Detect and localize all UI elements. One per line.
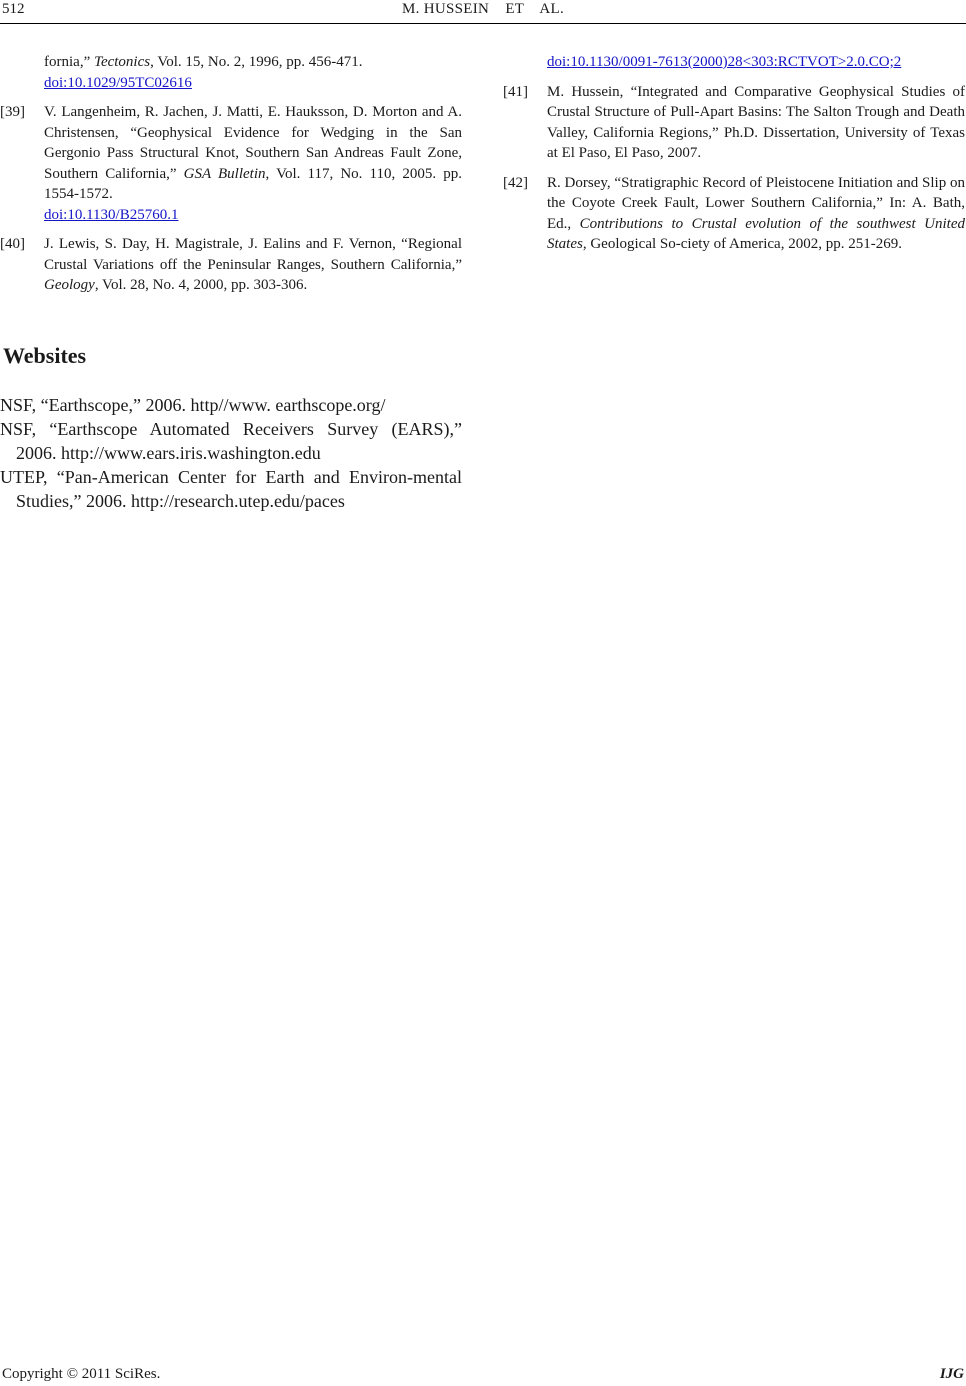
footer-copyright: Copyright © 2011 SciRes.	[2, 1366, 161, 1382]
website-item: UTEP, “Pan-American Center for Earth and Environ-mental Studies,” 2006. http://research.utep.edu/paces	[0, 467, 462, 511]
header-rule	[0, 23, 966, 24]
left-column	[0, 52, 462, 305]
websites-list	[0, 393, 462, 513]
reference-41	[503, 82, 965, 164]
book-title: Contributions to Crustal evolution of the southwest United States	[547, 215, 965, 252]
reference-40	[0, 234, 462, 296]
ref-number: [40]	[0, 236, 25, 252]
doi-link[interactable]: doi:10.1130/0091-7613(2000)28<303:RCTVOT>2.0.CO;2	[547, 54, 902, 70]
website-item: NSF, “Earthscope,” 2006. http//www. earthscope.org/	[0, 395, 386, 415]
ref-text: , Vol. 117, No. 110, 2005. pp. 1554-1572.	[44, 165, 462, 202]
ref-number: [41]	[503, 83, 528, 100]
footer-journal: IJG	[939, 1366, 964, 1382]
ref-text: V. Langenheim, R. Jachen, J. Matti, E. Hauksson, D. Morton and A. Christensen, “Geophysical Evidence for Wedging in the San Gergonio Pass Structural Knot, Southern San Andreas Fault Zone, Southern California,”	[44, 104, 462, 182]
reference-continuation	[0, 52, 462, 93]
page-number: 512	[2, 1, 25, 17]
ref-text: , Vol. 15, No. 2, 1996, pp. 456-471.	[150, 54, 363, 70]
reference-42	[503, 173, 965, 255]
reference-39	[0, 102, 462, 225]
website-item: NSF, “Earthscope Automated Receivers Survey (EARS),” 2006. http://www.ears.iris.washington.edu	[0, 419, 462, 463]
doi-link[interactable]: doi:10.1029/95TC02616	[44, 74, 192, 91]
ref-text: R. Dorsey, “Stratigraphic Record of Pleistocene Initiation and Slip on the Coyote Creek Fault, Lower Southern California,” In: A. Bath, Ed.,	[547, 174, 965, 232]
journal-title: Tectonics	[93, 54, 151, 70]
ref-text: , Geological So-ciety of America, 2002, pp. 251-269.	[582, 236, 902, 252]
reference-continuation	[503, 52, 965, 73]
running-title: M. HUSSEIN ET AL.	[401, 1, 565, 17]
ref-number: [39]	[0, 104, 25, 120]
right-column	[503, 52, 965, 264]
ref-text: J. Lewis, S. Day, H. Magistrale, J. Ealins and F. Vernon, “Regional Crustal Variations off the Peninsular Ranges, Southern California,”	[44, 236, 462, 273]
journal-title: Geology	[44, 277, 95, 293]
section-heading-websites: Websites	[3, 343, 87, 368]
journal-title: GSA Bulletin	[183, 165, 266, 182]
ref-text: , Vol. 28, No. 4, 2000, pp. 303-306.	[94, 277, 308, 293]
ref-number: [42]	[503, 174, 528, 191]
ref-text: fornia,”	[44, 54, 94, 70]
doi-link[interactable]: doi:10.1130/B25760.1	[44, 206, 179, 223]
ref-text: M. Hussein, “Integrated and Comparative Geophysical Studies of Crustal Structure of Pull-Apart Basins: The Salton Trough and Death Valley, California Regions,” Ph.D. Dissertation, University of Texas at El Paso, El Paso, 2007.	[547, 83, 965, 161]
